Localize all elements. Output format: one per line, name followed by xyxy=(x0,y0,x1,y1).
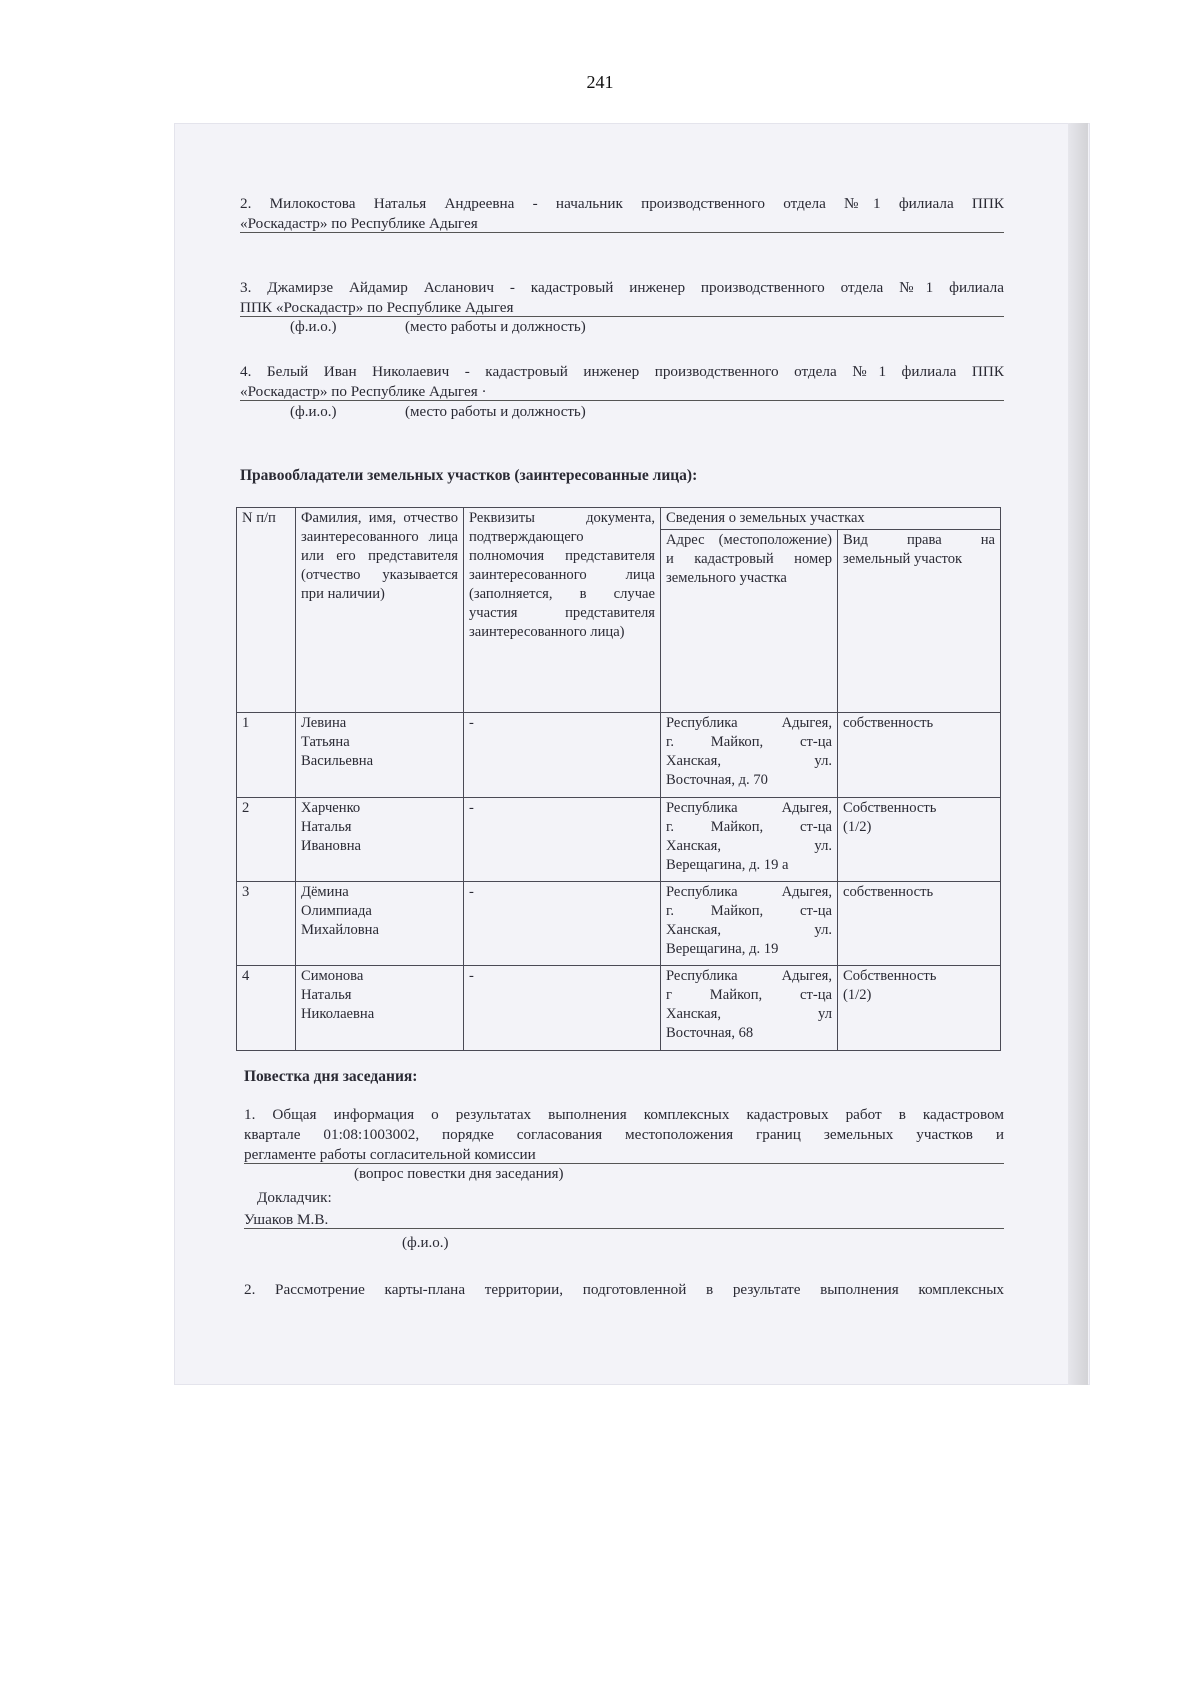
row-3-addr-line: г. Майкоп, ст-ца xyxy=(666,903,832,920)
table-row xyxy=(237,713,1001,797)
row-1-name xyxy=(296,713,464,797)
header-right: Вид права на земельный участок xyxy=(838,530,1001,713)
member-2-line1: 2. Милокостова Наталья Андреевна - начальник производственного отдела №1 филиала ППК xyxy=(240,195,1004,212)
row-4-addr-line: Восточная, 68 xyxy=(666,1025,754,1042)
row-3-surname: Дёмина xyxy=(301,884,349,901)
row-2-right-share: (1/2) xyxy=(843,818,872,835)
speaker-fio-caption: (ф.и.о.) xyxy=(402,1235,449,1251)
row-1-num: 1 xyxy=(237,713,296,797)
scan-edge-shadow xyxy=(1068,123,1088,1385)
member-4-underline xyxy=(240,400,1004,401)
row-3-name xyxy=(296,882,464,966)
row-2-right-type: Собственность xyxy=(843,799,937,816)
table-row xyxy=(237,882,1001,966)
table-row xyxy=(237,966,1001,1051)
page-number: 241 xyxy=(586,72,614,92)
member-4-line2: «Роскадастр» по Республике Адыгея · xyxy=(240,383,487,400)
row-3-addr-line: Ханская, ул. xyxy=(666,922,832,939)
agenda-heading: Повестка дня заседания: xyxy=(244,1068,418,1085)
row-1-first-name: Татьяна xyxy=(301,734,350,751)
header-doc: Реквизиты документа, подтверждающего полномочия представителя заинтересованного лица (заполняется, в случае участия представителя заинтересованного лица) xyxy=(464,508,661,713)
agenda-item1-line2: квартале 01:08:1003002, порядке согласования местоположения границ земельных участков и xyxy=(244,1126,1004,1143)
row-4-right xyxy=(838,966,1001,1051)
row-2-surname: Харченко xyxy=(301,799,361,816)
row-1-patronymic: Васильевна xyxy=(301,753,374,770)
row-4-addr-line: Республика Адыгея, xyxy=(666,968,832,985)
row-1-addr-line: Республика Адыгея, xyxy=(666,715,832,732)
agenda-item1-underline xyxy=(244,1163,1004,1164)
row-2-addr-line: г. Майкоп, ст-ца xyxy=(666,818,832,835)
row-4-right-share: (1/2) xyxy=(843,987,872,1004)
row-2-addr-line: Ханская, ул. xyxy=(666,837,832,854)
header-land-info: Сведения о земельных участках xyxy=(661,508,1001,530)
row-2-doc: - xyxy=(464,797,661,881)
member-2-underline xyxy=(240,232,1004,233)
speaker-label: Докладчик: xyxy=(257,1189,332,1206)
row-1-right xyxy=(838,713,1001,797)
row-1-address xyxy=(661,713,838,797)
row-1-right-type: собственность xyxy=(843,715,934,732)
row-2-patronymic: Ивановна xyxy=(301,837,361,854)
member-3-underline xyxy=(240,316,1004,317)
row-4-right-type: Собственность xyxy=(843,968,937,985)
row-3-first-name: Олимпиада xyxy=(301,903,372,920)
agenda-item1-caption: (вопрос повестки дня заседания) xyxy=(354,1166,564,1182)
row-3-addr-line: Республика Адыгея, xyxy=(666,884,832,901)
member-3-job-caption: (место работы и должность) xyxy=(405,319,586,335)
row-2-right xyxy=(838,797,1001,881)
row-4-doc: - xyxy=(464,966,661,1051)
row-1-doc: - xyxy=(464,713,661,797)
header-num: N п/п xyxy=(237,508,296,713)
row-1-addr-line: г. Майкоп, ст-ца xyxy=(666,734,832,751)
row-4-surname: Симонова xyxy=(301,968,364,985)
row-4-first-name: Наталья xyxy=(301,987,352,1004)
member-3-line2: ППК «Роскадастр» по Республике Адыгея xyxy=(240,299,514,316)
row-1-addr-line: Восточная, д. 70 xyxy=(666,772,768,789)
speaker-name: Ушаков М.В. xyxy=(244,1211,329,1228)
table-header-row xyxy=(237,508,1001,530)
agenda-item1-line1: 1. Общая информация о результатах выполнения комплексных кадастровых работ в кадастровом xyxy=(244,1106,1004,1123)
row-4-num: 4 xyxy=(237,966,296,1051)
row-4-addr-line: Ханская, ул xyxy=(666,1006,832,1023)
row-4-address xyxy=(661,966,838,1051)
speaker-underline xyxy=(244,1228,1004,1229)
row-2-num: 2 xyxy=(237,797,296,881)
row-3-right xyxy=(838,882,1001,966)
row-3-num: 3 xyxy=(237,882,296,966)
row-2-address xyxy=(661,797,838,881)
row-4-name xyxy=(296,966,464,1051)
header-address: Адрес (местоположение) и кадастровый номер земельного участка xyxy=(661,530,838,713)
row-2-addr-line: Верещагина, д. 19 а xyxy=(666,856,789,873)
holders-heading: Правообладатели земельных участков (заинтересованные лица): xyxy=(240,467,698,484)
row-1-addr-line: Ханская, ул. xyxy=(666,753,832,770)
agenda-item1-line3: регламенте работы согласительной комиссии xyxy=(244,1146,536,1163)
row-3-address xyxy=(661,882,838,966)
agenda-item2-line1: 2. Рассмотрение карты-плана территории, подготовленной в результате выполнения комплексных xyxy=(244,1281,1004,1298)
row-3-patronymic: Михайловна xyxy=(301,922,379,939)
row-3-right-type: собственность xyxy=(843,884,934,901)
row-3-addr-line: Верещагина, д. 19 xyxy=(666,941,779,958)
member-2-line2: «Роскадастр» по Республике Адыгея xyxy=(240,215,478,232)
member-4-fio-caption: (ф.и.о.) xyxy=(290,404,337,420)
holders-table xyxy=(236,507,1001,1051)
row-2-name xyxy=(296,797,464,881)
row-1-surname: Левина xyxy=(301,715,347,732)
member-4-line1: 4. Белый Иван Николаевич - кадастровый инженер производственного отдела №1 филиала ППК xyxy=(240,363,1004,380)
header-name: Фамилия, имя, отчество заинтересованного лица или его представителя (отчество указывается при наличии) xyxy=(296,508,464,713)
row-2-addr-line: Республика Адыгея, xyxy=(666,799,832,816)
row-2-first-name: Наталья xyxy=(301,818,352,835)
member-3-line1: 3. Джамирзе Айдамир Асланович - кадастровый инженер производственного отдела №1 филиала xyxy=(240,279,1004,296)
row-4-patronymic: Николаевна xyxy=(301,1006,375,1023)
table-row xyxy=(237,797,1001,881)
row-3-doc: - xyxy=(464,882,661,966)
member-3-fio-caption: (ф.и.о.) xyxy=(290,319,337,335)
member-4-job-caption: (место работы и должность) xyxy=(405,404,586,420)
row-4-addr-line: г Майкоп, ст-ца xyxy=(666,987,832,1004)
